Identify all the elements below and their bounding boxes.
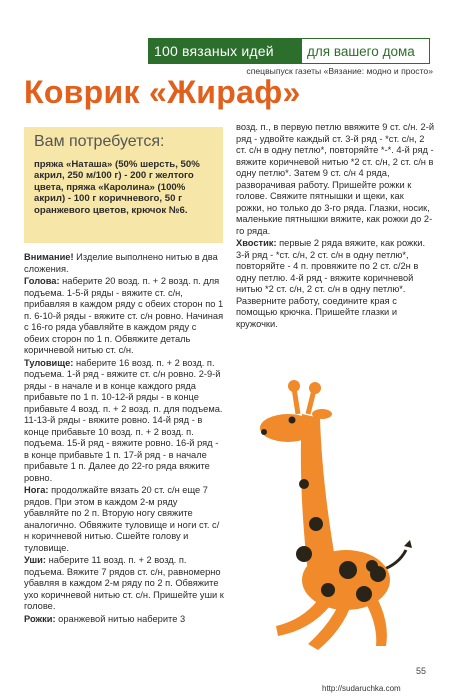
head-label: Голова: bbox=[24, 276, 60, 286]
note-label: Внимание! bbox=[24, 252, 74, 262]
header-series-title: 100 вязаных идей bbox=[148, 38, 301, 64]
page-title: Коврик «Жираф» bbox=[24, 74, 301, 110]
horns-paragraph bbox=[24, 614, 224, 626]
giraffe-spot bbox=[296, 546, 312, 562]
materials-heading: Вам потребуется: bbox=[34, 133, 165, 150]
note-text: Изделие выполнено нитью в два сложения. bbox=[24, 252, 218, 274]
giraffe-ear bbox=[312, 409, 332, 419]
horns-continued-paragraph: возд. п., в первую петлю ввяжите 9 ст. с/н. 2-й ряд - удвойте каждый ст. 3-й ряд - *ст. с/н, 2 ст. с/н в одну петлю*, повторяйте *-*. 4-й ряд - вяжите коричневой нитью *2 ст. с/н, 2 ст. с/н в одну петлю*. Затем 9 ст. с/н 4 ряда, разворачивая работу. Пришейте рожки к голове. Свяжите пятнышки и щеки, как рожки, но только до 3-го ряда. Глазки, носик, маленькие пятнышки вяжите, как рожки до 2-го ряда. bbox=[236, 122, 435, 236]
body-label: Туловище: bbox=[24, 357, 74, 368]
leg-label: Нога: bbox=[24, 485, 49, 495]
body-text: наберите 16 возд. п. + 2 возд. п. подъема. 1-й ряд - вяжите ст. с/н ровно. 2-9-й ряды - в начале и в конце каждого ряда прибавьте по 1 п. 10-12-й ряды - в конце прибавьте 4 возд. п. + 2 возд. п. для подъема. 11-13-й ряды - вяжите ровно. 14-й ряд - в конце прибавьте 10 возд. п. + 2 возд. п. подъема. 15-й ряд - вяжите ровно. 16-й ряд - в конце прибавьте 1 п. 17-й ряд - в начале прибавьте 1 п. Далее до 22-го ряда вяжите ровно. bbox=[24, 357, 223, 483]
tail-label: Хвостик: bbox=[236, 238, 277, 248]
ears-text: наберите 11 возд. п. + 2 возд. п. подъема. Вяжите 7 рядов ст. с/н, равномерно убавляя в каждом 2-м ряду по 2 п. Обвяжите ухо коричневой нитью ст. с/н. Пришейте уши к голове. bbox=[24, 555, 224, 611]
note-paragraph bbox=[24, 252, 224, 275]
giraffe-spot bbox=[321, 583, 335, 597]
horns-label: Рожки: bbox=[24, 613, 56, 624]
giraffe-spot bbox=[370, 566, 386, 582]
giraffe-head bbox=[260, 414, 316, 442]
watermark-url: http://sudaruchka.com bbox=[322, 684, 401, 693]
instructions-left-column bbox=[24, 252, 224, 626]
head-paragraph bbox=[24, 276, 224, 357]
leg-text: продолжайте вязать 20 ст. с/н еще 7 рядов. При этом в каждом 2-м ряду убавляйте по 2 п. Вторую ногу свяжите аналогично. Обвяжите туловище и ноги ст. с/н коричневой нитью. Сшейте голову и туловище. bbox=[24, 485, 220, 553]
giraffe-spot bbox=[339, 561, 357, 579]
giraffe-nose bbox=[261, 429, 267, 435]
giraffe-illustration bbox=[258, 374, 418, 654]
tail-paragraph bbox=[236, 238, 434, 330]
page-number: 55 bbox=[416, 666, 427, 676]
leg-paragraph bbox=[24, 485, 224, 554]
header-subtitle: спецвыпуск газеты «Вязание: модно и просто» bbox=[246, 66, 433, 76]
magazine-header-band bbox=[148, 38, 430, 64]
horns-text: оранжевой нитью наберите 3 bbox=[55, 613, 186, 624]
giraffe-eye bbox=[289, 417, 296, 424]
materials-text: пряжа «Наташа» (50% шерсть, 50% акрил, 250 м/100 г) - 200 г желтого цвета, пряжа «Каролина» (100% акрил) - 100 г коричневого, 50 г оранжевого цветов, крючок №6. bbox=[34, 159, 200, 216]
giraffe-tail-tip bbox=[404, 540, 412, 548]
head-text: наберите 20 возд. п. + 2 возд. п. для подъема. 1-5-й ряды - вяжите ст. с/н, прибавляя в каждом ряду с обеих сторон по 1 п. 6-10-й ряды - вяжите ст. с/н ровно. Начиная с 16-го ряда убавляйте в каждом ряду с обеих сторон по 1 п. Обвяжите деталь коричневой нитью ст. с/н. bbox=[24, 276, 224, 355]
giraffe-horn-knob-right bbox=[309, 382, 321, 394]
instructions-right-column bbox=[236, 122, 434, 331]
giraffe-horn-knob-left bbox=[288, 380, 300, 392]
giraffe-spot bbox=[299, 479, 309, 489]
giraffe-spot bbox=[356, 586, 372, 602]
giraffe-spot bbox=[309, 517, 323, 531]
ears-label: Уши: bbox=[24, 555, 46, 565]
body-paragraph bbox=[24, 358, 224, 485]
ears-paragraph bbox=[24, 555, 224, 613]
tail-text: первые 2 ряда вяжите, как рожки. 3-й ряд - *ст. с/н, 2 ст. с/н в одну петлю*, повторяйте - 4 п. провяжите по 2 ст. с/2н в одну петлю. 4-й ряд - вяжите коричневой нитью *2 ст. с/н, 2 ст. с/н в одну петлю*. Разверните работу, соедините края с помощью крючка. Пришейте глазки и кружочки. bbox=[236, 238, 426, 329]
header-section-title: для вашего дома bbox=[301, 38, 430, 64]
materials-box bbox=[24, 127, 223, 243]
